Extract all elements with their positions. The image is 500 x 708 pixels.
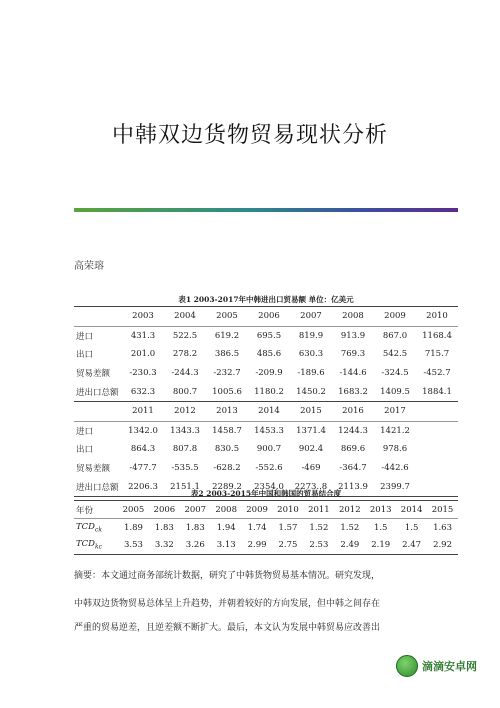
value-cell: -477.7 — [129, 463, 157, 474]
value-cell: 913.9 — [340, 330, 366, 341]
year-cell: 2009 — [242, 501, 273, 519]
value-cell: 1.52 — [309, 522, 329, 533]
value-cell: 3.13 — [211, 537, 242, 555]
year-cell: 2006 — [149, 501, 180, 519]
value-cell: -244.3 — [171, 368, 199, 379]
table-row — [74, 382, 458, 401]
value-cell: 1683.2 — [338, 386, 368, 397]
table-row — [74, 459, 458, 478]
year-cell: 2015 — [290, 401, 332, 421]
value-cell: 278.2 — [172, 349, 198, 360]
value-cell: 2.92 — [427, 537, 458, 555]
year-header-row — [74, 401, 458, 421]
row-label-cell: 贸易差额 — [76, 464, 111, 475]
value-cell: 1.52 — [340, 522, 360, 533]
value-cell: 864.3 — [130, 444, 156, 455]
value-cell: 869.6 — [340, 444, 366, 455]
trade-intensity-table — [74, 500, 458, 555]
value-cell: -469 — [301, 463, 321, 474]
value-cell: 1.83 — [185, 522, 205, 533]
abstract-line-3: 严重的贸易逆差，且逆差额不断扩大。最后，本文认为发展中韩贸易应改善出 — [74, 623, 381, 633]
author-name: 高荣瑢 — [74, 261, 104, 272]
value-cell: 1453.3 — [254, 425, 284, 436]
row-label-cell: $TCD_{ck}$ — [76, 522, 102, 534]
year-cell: 2011 — [122, 401, 164, 421]
value-cell: 1458.7 — [212, 425, 242, 436]
value-cell: 1005.6 — [212, 386, 242, 397]
value-cell: -552.6 — [255, 463, 283, 474]
row-label-cell: 贸易差额 — [76, 369, 111, 380]
year-cell: 2003 — [122, 307, 164, 327]
value-cell: 1.74 — [247, 522, 267, 533]
table-row — [74, 440, 458, 459]
value-cell: 2206.3 — [122, 477, 164, 496]
year-cell: 2008 — [332, 307, 374, 327]
year-cell: 2007 — [180, 501, 211, 519]
row-label-cell: 进出口总额 — [74, 477, 122, 496]
value-cell: -324.5 — [381, 368, 409, 379]
value-cell — [416, 421, 458, 440]
value-cell: 800.7 — [172, 386, 198, 397]
title-divider — [74, 208, 458, 212]
value-cell: 201.0 — [130, 349, 156, 360]
abstract-line-1: 摘要：本文通过商务部统计数据，研究了中韩货物贸易基本情况。研究发现， — [74, 571, 381, 581]
table-row — [74, 326, 458, 345]
year-cell: 2006 — [248, 307, 290, 327]
value-cell: 2.49 — [334, 537, 365, 555]
row-label-cell: 出口 — [76, 445, 94, 456]
value-cell: 1371.4 — [296, 425, 326, 436]
value-cell: 386.5 — [214, 349, 240, 360]
table2-caption: 表2 2003-2015年中国和韩国的贸易结合度 — [190, 489, 342, 498]
year-cell: 2008 — [211, 501, 242, 519]
row-label-cell: 年份 — [74, 501, 118, 519]
value-cell: 807.8 — [172, 444, 198, 455]
year-cell: 2015 — [427, 501, 458, 519]
value-cell: 1180.2 — [254, 386, 284, 397]
value-cell: 1168.4 — [422, 330, 452, 341]
value-cell: 2113.9 — [332, 477, 374, 496]
value-cell: -452.7 — [423, 368, 451, 379]
value-cell: 1244.3 — [338, 425, 368, 436]
value-cell: 1.83 — [154, 522, 174, 533]
watermark-text: 滴滴安卓网 — [422, 660, 477, 673]
value-cell: 522.5 — [172, 330, 198, 341]
value-cell — [416, 440, 458, 459]
year-cell: 2017 — [374, 401, 416, 421]
value-cell: 2.19 — [365, 537, 396, 555]
value-cell: 2.99 — [242, 537, 273, 555]
value-cell: 867.0 — [382, 330, 408, 341]
value-cell: 2289.2 — [206, 477, 248, 496]
row-label-cell — [74, 401, 122, 421]
row-label-cell: 进口 — [76, 331, 94, 342]
value-cell: 830.5 — [214, 444, 240, 455]
value-cell: -144.6 — [339, 368, 367, 379]
value-cell: 1342.0 — [128, 425, 158, 436]
value-cell: 1.5 — [373, 522, 388, 533]
value-cell: 3.26 — [180, 537, 211, 555]
table-row — [74, 345, 458, 364]
table-row — [74, 537, 458, 555]
value-cell: -232.7 — [213, 368, 241, 379]
page-title: 中韩双边货物贸易现状分析 — [111, 123, 388, 148]
year-cell: 2012 — [164, 401, 206, 421]
value-cell: 1.57 — [278, 522, 298, 533]
value-cell: 3.32 — [149, 537, 180, 555]
row-label-cell: 进口 — [76, 426, 94, 437]
value-cell: -189.6 — [297, 368, 325, 379]
value-cell: -209.9 — [255, 368, 283, 379]
value-cell: -628.2 — [213, 463, 241, 474]
value-cell: 1.63 — [433, 522, 452, 533]
value-cell: -230.3 — [129, 368, 157, 379]
value-cell: 695.5 — [256, 330, 282, 341]
value-cell: 769.3 — [340, 349, 366, 360]
table-row — [74, 364, 458, 383]
year-cell: 2009 — [374, 307, 416, 327]
value-cell: 1.5 — [404, 522, 419, 533]
year-cell: 2011 — [303, 501, 334, 519]
value-cell: 2.47 — [396, 537, 427, 555]
year-cell: 2004 — [164, 307, 206, 327]
year-cell: 2014 — [248, 401, 290, 421]
year-cell: 2013 — [206, 401, 248, 421]
value-cell: 2354.0 — [248, 477, 290, 496]
value-cell: 485.6 — [256, 349, 282, 360]
value-cell: 1450.2 — [296, 386, 326, 397]
value-cell: 3.53 — [118, 537, 149, 555]
value-cell: 431.3 — [130, 330, 156, 341]
year-cell: 2005 — [206, 307, 248, 327]
value-cell: 2273..8 — [290, 477, 332, 496]
value-cell: 902.4 — [298, 444, 324, 455]
leaf-logo-icon — [396, 655, 418, 677]
year-cell: 2016 — [332, 401, 374, 421]
value-cell — [416, 459, 458, 478]
table-row — [74, 421, 458, 440]
trade-volume-table — [74, 306, 458, 497]
year-cell: 2014 — [396, 501, 427, 519]
year-header-row — [74, 501, 458, 519]
value-cell: 1421.2 — [380, 425, 410, 436]
value-cell: 1343.3 — [170, 425, 200, 436]
year-cell: 2012 — [334, 501, 365, 519]
value-cell: 1.89 — [123, 522, 143, 533]
value-cell: 819.9 — [298, 330, 324, 341]
value-cell: -535.5 — [171, 463, 199, 474]
year-cell: 2005 — [118, 501, 149, 519]
year-cell: 2013 — [365, 501, 396, 519]
value-cell: -442.6 — [381, 463, 409, 474]
value-cell: 2399.7 — [374, 477, 416, 496]
value-cell: 1409.5 — [380, 386, 410, 397]
year-cell: 2010 — [273, 501, 304, 519]
value-cell: 630.3 — [298, 349, 324, 360]
year-cell: 2007 — [290, 307, 332, 327]
year-cell — [416, 401, 458, 421]
abstract-line-2: 中韩双边货物贸易总体呈上升趋势，并朝着较好的方向发展，但中韩之间存在 — [74, 599, 381, 609]
row-label-cell: $TCD_{kc}$ — [74, 537, 118, 555]
value-cell: -364.7 — [339, 463, 367, 474]
row-label-cell: 进出口总额 — [76, 387, 119, 398]
site-watermark — [396, 653, 486, 679]
value-cell: 542.5 — [382, 349, 408, 360]
row-label-cell: 出口 — [76, 350, 94, 361]
value-cell: 1884.1 — [422, 386, 452, 397]
value-cell: 619.2 — [214, 330, 240, 341]
table-row — [74, 519, 458, 537]
year-header-row — [74, 307, 458, 327]
value-cell: 900.7 — [256, 444, 282, 455]
value-cell: 1.94 — [216, 522, 236, 533]
value-cell: 978.6 — [382, 444, 408, 455]
value-cell: 715.7 — [424, 349, 450, 360]
value-cell: 2151.1 — [164, 477, 206, 496]
year-cell: 2010 — [416, 307, 458, 327]
value-cell: 2.75 — [273, 537, 304, 555]
row-label-cell — [74, 307, 122, 327]
value-cell: 2.53 — [303, 537, 334, 555]
table1-caption: 表1 2003-2017年中韩进出口贸易额 单位：亿美元 — [178, 295, 354, 304]
value-cell: 632.3 — [130, 386, 156, 397]
